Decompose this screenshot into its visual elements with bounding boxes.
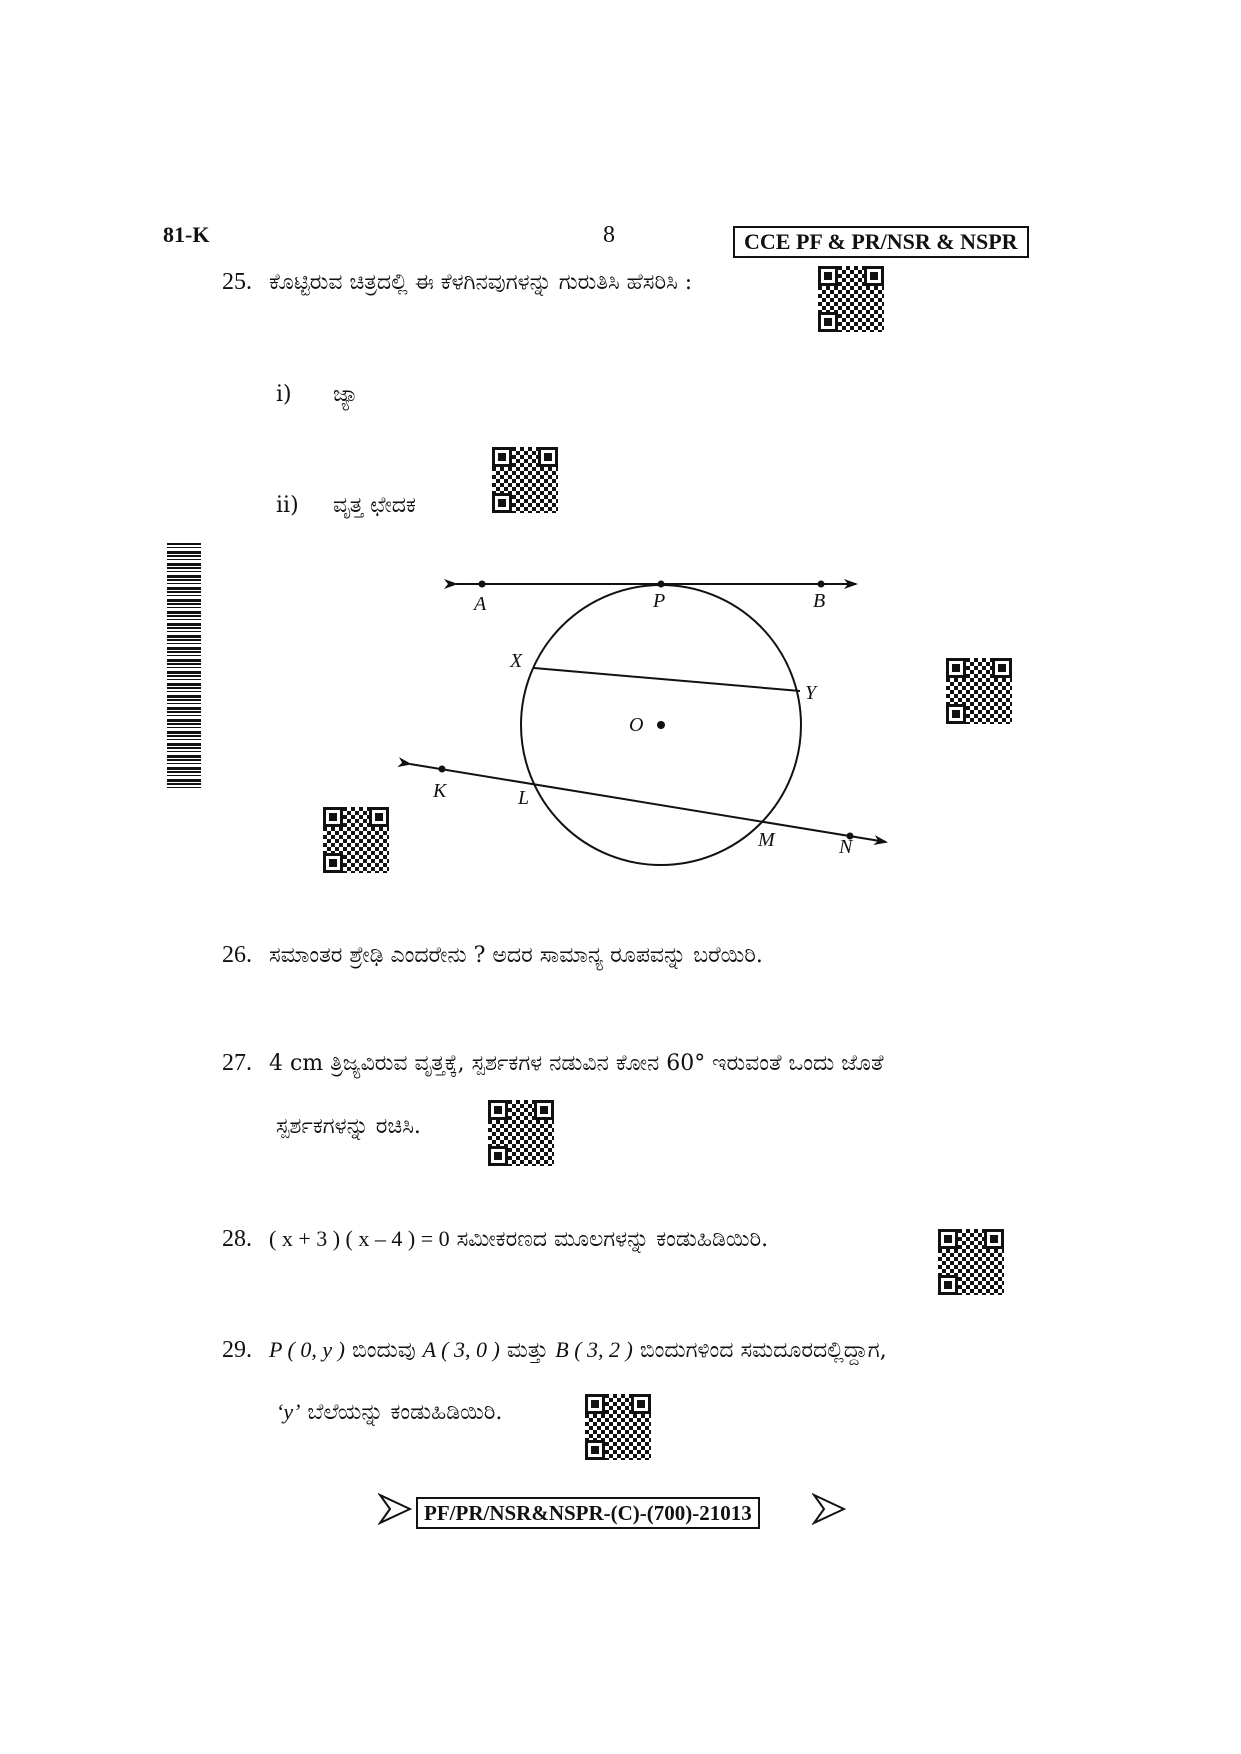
question-28 (222, 1224, 768, 1255)
question-text: ಬಿಂದುಗಳಿಂದ ಸಮದೂರದಲ್ಲಿದ್ದಾಗ, (639, 1338, 887, 1363)
question-number: 25. (222, 269, 252, 295)
question-29 (222, 1335, 887, 1366)
chord-xy (534, 668, 800, 691)
question-26 (222, 940, 763, 971)
question-text-line-1: 4 cm ತ್ರಿಜ್ಯವಿರುವ ವೃತ್ತಕ್ಕೆ, ಸ್ಪರ್ಶಕಗಳ ನಡುವಿನ ಕೋನ 60° ಇರುವಂತೆ ಒಂದು ಜೊತೆ (269, 1051, 884, 1076)
point-o (657, 721, 665, 729)
question-text: ಸಮಾಂತರ ಶ್ರೇಢಿ ಎಂದರೇನು ? ಅದರ ಸಾಮಾನ್ಯ ರೂಪವನ್ನು ಬರೆಯಿರಿ. (269, 943, 763, 968)
point-k (439, 766, 446, 773)
question-number: 27. (222, 1050, 252, 1076)
question-29-line-2 (276, 1397, 502, 1428)
sub-question-i-label: i) (276, 382, 292, 407)
arrow-right-icon (378, 1493, 412, 1525)
label-y: Y (805, 682, 817, 704)
qr-code-icon (488, 1100, 554, 1166)
subject-code: 81-K (163, 222, 210, 247)
equation: ( x + 3 ) ( x – 4 ) = 0 (269, 1226, 450, 1251)
label-m: M (758, 829, 775, 851)
arrow-right-icon (812, 1493, 846, 1525)
qr-code-icon (585, 1394, 651, 1460)
label-x: X (510, 650, 523, 672)
secant-line-kn (410, 764, 886, 842)
variable-y: ‘y’ (276, 1399, 301, 1424)
question-27 (222, 1048, 884, 1079)
question-number: 28. (222, 1226, 252, 1252)
point-p-coordinates: P ( 0, y ) (269, 1337, 345, 1362)
question-text: ಮತ್ತು (506, 1338, 549, 1363)
page-number: 8 (603, 222, 615, 248)
qr-code-icon (946, 658, 1012, 724)
label-p: P (653, 590, 666, 612)
label-b: B (813, 590, 826, 612)
point-p (658, 581, 665, 588)
point-a-coordinates: A ( 3, 0 ) (422, 1337, 500, 1362)
series-code-box: CCE PF & PR/NSR & NSPR (733, 226, 1029, 258)
point-a (479, 581, 486, 588)
qr-code-icon (323, 807, 389, 873)
question-text: ಬೆಲೆಯನ್ನು ಕಂಡುಹಿಡಿಯಿರಿ. (307, 1400, 503, 1425)
sub-question-ii-text: ವೃತ್ತ ಛೇದಕ (333, 493, 416, 518)
label-a: A (474, 593, 487, 615)
label-n: N (839, 836, 853, 858)
question-text-line-2: ಸ್ಪರ್ಶಕಗಳನ್ನು ರಚಿಸಿ. (276, 1114, 421, 1139)
label-o: O (629, 714, 644, 736)
label-k: K (433, 780, 447, 802)
label-l: L (518, 787, 530, 809)
sub-question-ii-label: ii) (276, 493, 299, 518)
point-b (818, 581, 825, 588)
point-b-coordinates: B ( 3, 2 ) (555, 1337, 633, 1362)
question-number: 26. (222, 942, 252, 968)
question-text: ಸಮೀಕರಣದ ಮೂಲಗಳನ್ನು ಕಂಡುಹಿಡಿಯಿರಿ. (456, 1227, 769, 1252)
question-text: ಕೊಟ್ಟಿರುವ ಚಿತ್ರದಲ್ಲಿ ಈ ಕೆಳಗಿನವುಗಳನ್ನು ಗುರುತಿಸಿ ಹೆಸರಿಸಿ : (269, 270, 693, 295)
sub-question-i-text: ಜ್ಯಾ (333, 382, 359, 407)
question-text: ಬಿಂದುವು (351, 1338, 416, 1363)
qr-code-icon (938, 1229, 1004, 1295)
footer-code-box: PF/PR/NSR&NSPR-(C)-(700)-21013 (416, 1497, 760, 1529)
question-number: 29. (222, 1337, 252, 1363)
